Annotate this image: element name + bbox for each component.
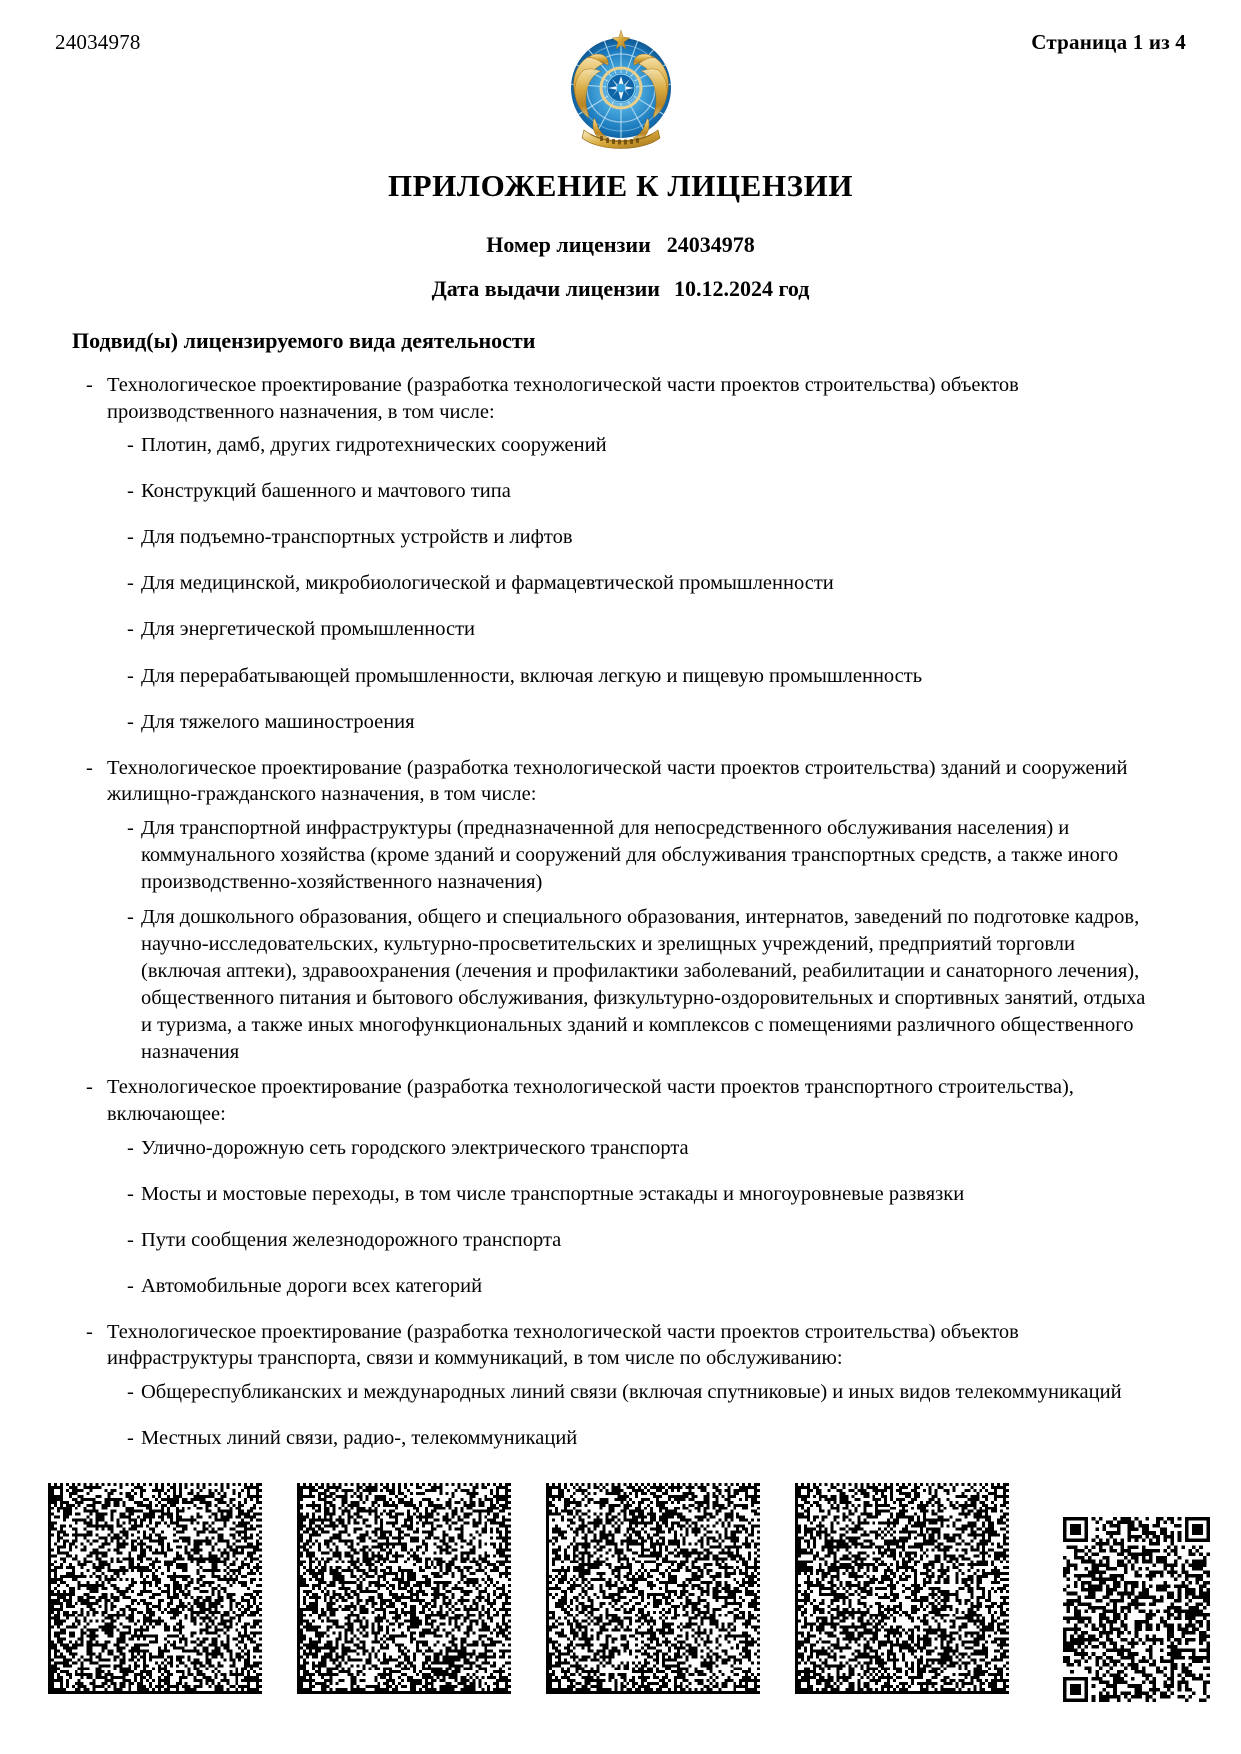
bullet-dash-icon: - bbox=[86, 374, 93, 396]
activity-item bbox=[0, 755, 1241, 1067]
sub-activity-text: Конструкций башенного и мачтового типа bbox=[141, 480, 511, 503]
bullet-dash-icon: - bbox=[127, 1427, 134, 1450]
sub-activity-list bbox=[107, 432, 1151, 735]
sub-activity-item bbox=[107, 815, 1151, 896]
sub-activity-text: Для медицинской, микробиологической и фармацевтической промышленности bbox=[141, 572, 834, 595]
page-indicator: Страница 1 из 4 bbox=[1031, 30, 1186, 54]
license-date-value: 10.12.2024 год bbox=[673, 276, 810, 301]
activity-item bbox=[0, 372, 1241, 736]
sub-activity-item bbox=[107, 616, 1151, 643]
sub-activity-item bbox=[107, 904, 1151, 1066]
bullet-dash-icon: - bbox=[127, 816, 134, 839]
bullet-dash-icon: - bbox=[127, 1274, 134, 1297]
sub-activity-text: Плотин, дамб, других гидротехнических сооружений bbox=[141, 434, 607, 457]
sub-activity-text: Пути сообщения железнодорожного транспорта bbox=[141, 1228, 562, 1251]
activity-text: Технологическое проектирование (разработка технологической части проектов строительства) объектов инфраструктуры транспорта, связи и коммуникаций, в том числе по обслуживанию: bbox=[107, 1320, 1019, 1370]
bullet-dash-icon: - bbox=[86, 1320, 93, 1343]
license-date-label: Дата выдачи лицензии bbox=[431, 276, 660, 301]
bullet-dash-icon: - bbox=[127, 1136, 134, 1159]
activity-item bbox=[0, 1074, 1241, 1299]
sub-activity-item bbox=[107, 570, 1151, 597]
sub-activity-text: Улично-дорожную сеть городского электрического транспорта bbox=[141, 1136, 689, 1159]
bullet-dash-icon: - bbox=[127, 434, 134, 457]
sub-activity-list bbox=[107, 1135, 1151, 1300]
sub-activity-item bbox=[107, 432, 1151, 459]
activity-text: Технологическое проектирование (разработка технологической части проектов строительства) зданий и сооружений жилищно-гражданского назначения, в том числе: bbox=[107, 756, 1128, 806]
activity-item bbox=[0, 1319, 1241, 1452]
sub-activity-item bbox=[107, 663, 1151, 690]
document-number: 24034978 bbox=[55, 30, 141, 54]
sub-activity-text: Для перерабатывающей промышленности, включая легкую и пищевую промышленность bbox=[141, 664, 923, 687]
sub-activity-item bbox=[107, 478, 1151, 505]
sub-activity-item bbox=[107, 1273, 1151, 1300]
qr-code-5 bbox=[1063, 1517, 1210, 1702]
sub-activity-item bbox=[107, 1425, 1151, 1452]
datamatrix-1 bbox=[48, 1483, 262, 1694]
sub-activity-item bbox=[107, 524, 1151, 551]
bullet-dash-icon: - bbox=[127, 1228, 134, 1251]
sub-activity-text: Автомобильные дороги всех категорий bbox=[141, 1274, 483, 1297]
barcode-strip bbox=[0, 1478, 1241, 1708]
bullet-dash-icon: - bbox=[86, 1076, 93, 1099]
sub-activity-item bbox=[107, 1181, 1151, 1208]
sub-activity-text: Для тяжелого машиностроения bbox=[141, 710, 415, 733]
license-number-row bbox=[0, 232, 1241, 258]
sub-activity-text: Местных линий связи, радио-, телекоммуникаций bbox=[141, 1427, 578, 1450]
license-number-label: Номер лицензии bbox=[486, 232, 651, 257]
bullet-dash-icon: - bbox=[127, 1182, 134, 1205]
section-title: Подвид(ы) лицензируемого вида деятельности bbox=[72, 328, 536, 353]
sub-activity-item bbox=[107, 1379, 1151, 1406]
bullet-dash-icon: - bbox=[127, 906, 134, 929]
bullet-dash-icon: - bbox=[86, 756, 93, 779]
kazakhstan-emblem-icon bbox=[556, 26, 686, 156]
bullet-dash-icon: - bbox=[127, 526, 134, 549]
activity-text: Технологическое проектирование (разработка технологической части проектов транспортного строительства), включающее: bbox=[107, 1076, 1074, 1125]
license-date-row bbox=[0, 276, 1241, 302]
sub-activity-item bbox=[107, 1135, 1151, 1162]
bullet-dash-icon: - bbox=[127, 572, 134, 595]
datamatrix-3 bbox=[546, 1483, 760, 1694]
sub-activity-text: Для транспортной инфраструктуры (предназначенной для непосредственного обслуживания населения) и коммунального хозяйства (кроме зданий и сооружений для обслуживания транспортных средств, а также иного производственно-хозяйственного назначения) bbox=[141, 816, 1119, 893]
bullet-dash-icon: - bbox=[127, 710, 134, 733]
license-number-value: 24034978 bbox=[666, 232, 755, 257]
bullet-dash-icon: - bbox=[127, 480, 134, 503]
bullet-dash-icon: - bbox=[127, 1381, 134, 1404]
sub-activity-text: Для энергетической промышленности bbox=[141, 618, 476, 641]
sub-activity-text: Для дошкольного образования, общего и специального образования, интернатов, заведений по подготовке кадров, научно-исследовательских, культурно-просветительских и зрелищных учреждений, предприятий торговли (включая аптеки), здравоохранения (лечения и профилактики заболеваний, реабилитации и санаторного лечения), общественного питания и бытового обслуживания, физкультурно-оздоровительных и спортивных занятий, отдыха и туризма, а также иных многофункциональных зданий и комплексов с помещениями различного общественного назначения bbox=[141, 906, 1146, 1064]
sub-activity-list bbox=[107, 1379, 1151, 1452]
sub-activity-text: Для подъемно-транспортных устройств и лифтов bbox=[141, 526, 573, 549]
datamatrix-4 bbox=[795, 1483, 1009, 1694]
sub-activity-text: Мосты и мостовые переходы, в том числе транспортные эстакады и многоуровневые развязки bbox=[141, 1182, 965, 1205]
datamatrix-2 bbox=[297, 1483, 511, 1694]
activity-text: Технологическое проектирование (разработка технологической части проектов строительства) объектов производственного назначения, в том числе: bbox=[107, 374, 1019, 423]
sub-activity-item bbox=[107, 709, 1151, 736]
page-title: ПРИЛОЖЕНИЕ К ЛИЦЕНЗИИ bbox=[387, 168, 854, 203]
sub-activity-item bbox=[107, 1227, 1151, 1254]
sub-activity-text: Общереспубликанских и международных линий связи (включая спутниковые) и иных видов телекоммуникаций bbox=[141, 1381, 1122, 1404]
activities-content bbox=[0, 372, 1241, 1471]
bullet-dash-icon: - bbox=[127, 664, 134, 687]
bullet-dash-icon: - bbox=[127, 618, 134, 641]
activities-list bbox=[0, 372, 1241, 1452]
sub-activity-list bbox=[107, 815, 1151, 1066]
